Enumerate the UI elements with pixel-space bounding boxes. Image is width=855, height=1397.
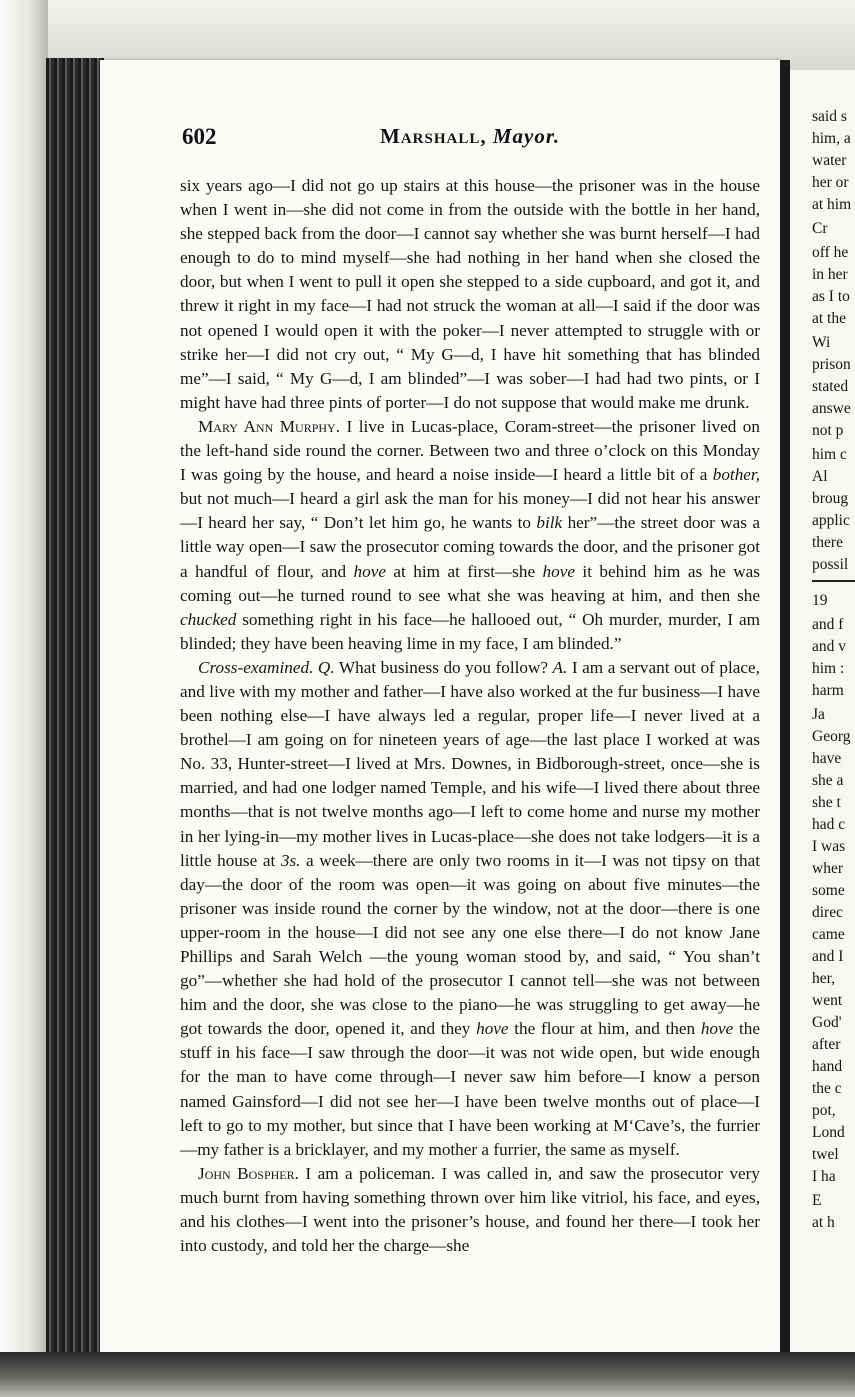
cross-examined-label: Cross-examined. <box>198 657 314 677</box>
facing-page-line: I ha <box>812 1168 836 1185</box>
facing-page-line: went <box>812 992 843 1009</box>
paragraph-1: six years ago—I did not go up stairs at this house—the prisoner was in the house when I went in—she did not come in from the outside with the bottle in her hand, she stepped back from the door—I cannot say whether she was burnt herself—I had enough to do to mind myself—she had nothing in her hand when she closed the door, but when I went to pull it open she stepped to a side cupboard, and got it, and threw it right in my face—I had not struck the woman at all—I said if the door was not opened I would open it with the poker—I never attempted to struggle with or strike her—I did not cry out, “ My G—d, I have hit something that has blinded me”—I said, “ My G—d, I am blinded”—I was sober—I had had two pints, or I might have had three pints of porter—I do not suppose that would make me drunk. <box>180 176 760 412</box>
facing-page-line: direc <box>812 904 843 921</box>
facing-page-line: some <box>812 882 845 899</box>
facing-page-line: twel <box>812 1146 839 1163</box>
facing-page-line: not p <box>812 422 844 439</box>
facing-page-line: came <box>812 926 845 943</box>
facing-page-line: hand <box>812 1058 843 1075</box>
facing-page-line: said s <box>812 108 847 125</box>
facing-page-fragment <box>790 70 855 1360</box>
facing-page-line: her or <box>812 174 849 191</box>
page-number: 602 <box>182 124 217 149</box>
facing-page-line: broug <box>812 490 849 507</box>
facing-page-line: applic <box>812 512 850 529</box>
facing-page-line: Lond <box>812 1124 845 1141</box>
facing-page-line: him c <box>812 446 847 463</box>
facing-page-line: in her <box>812 266 848 283</box>
facing-page-line: Al <box>812 468 828 485</box>
book-spine <box>46 58 104 1358</box>
facing-page-line: Ja <box>812 706 825 723</box>
paragraph-4: John Bospher. I am a policeman. I was called in, and saw the prosecutor very much burnt from having something thrown over him like vitriol, his face, and eyes, and his clothes—I went into the prisoner’s house, and found her there—I took her into custody, and told her the charge—she <box>180 1163 760 1256</box>
facing-page-line: Cr <box>812 220 828 237</box>
facing-page-line: harm <box>812 682 844 699</box>
facing-page-line: had c <box>812 816 846 833</box>
facing-page-line: have <box>812 750 842 767</box>
facing-page-line: at him <box>812 196 852 213</box>
scan-bottom-edge <box>0 1352 855 1397</box>
facing-page-line: she t <box>812 794 841 811</box>
facing-page-line: God' <box>812 1014 842 1031</box>
page-header <box>182 124 762 158</box>
facing-page-line: and I <box>812 948 844 965</box>
scan-left-margin <box>0 0 48 1397</box>
running-head-title: Mayor. <box>492 124 561 148</box>
facing-page-line: I was <box>812 838 846 855</box>
facing-page-line: him : <box>812 660 845 677</box>
facing-page-line: E <box>812 1192 822 1209</box>
running-head <box>380 124 560 149</box>
facing-page-line: wher <box>812 860 843 877</box>
facing-page-line: at h <box>812 1214 835 1231</box>
body-text <box>180 174 760 1258</box>
facing-page-line: possil <box>812 556 849 573</box>
facing-page-line: as I to <box>812 288 850 305</box>
facing-page-line: and v <box>812 638 847 655</box>
facing-page-line: there <box>812 534 843 551</box>
facing-page-line: and f <box>812 616 844 633</box>
facing-page-line: answe <box>812 400 851 417</box>
facing-page-line: she a <box>812 772 844 789</box>
facing-page-line: Wi <box>812 334 831 351</box>
facing-page-line: water <box>812 152 847 169</box>
facing-page-line: prison <box>812 356 851 373</box>
page-gutter <box>780 60 790 1360</box>
facing-page-line: after <box>812 1036 841 1053</box>
facing-page-rule <box>812 580 855 582</box>
facing-page-line: the c <box>812 1080 842 1097</box>
paragraph-3: Cross-examined. Q. What business do you follow? A. I am a servant out of place, and live with my mother and father—I have also worked at the fur business—I have been nothing else—I have always led a regular, proper life—I never lived at a brothel—I am going on for nineteen years of age—the last place I worked at was No. 33, Hunter-street—I lived at Mrs. Downes, in Bidborough-street, once—she is married, and had one lodger named Temple, and his wife—I lived there about three months—that is not twelve months ago—I left to come home and nurse my mother in her lying-in—my mother lives in Lucas-place—she does not take lodgers—it is a little house at 3s. a week—there are only two rooms in it—I was not tipsy on that day—the door of the room was open—it was going on about five minutes—the prisoner was inside round the corner by the window, not at the door—there is one upper-room in the house—I did not see any one else there—I do not know Jane Phillips and Sarah Welch —the young woman stood by, and said, “ You shan’t go”—whether she had hold of the prosecutor I cannot tell—she was not between him and the door, she was close to the piano—he was struggling to get away—he got towards the door, opened it, and they hove the flour at him, and then hove the stuff in his face—I saw through the door—it was not wide open, but wide enough for the man to have come through—I never saw him before—I know a person named Gainsford—I did not see her—I have been twelve months out of place—I left to go to my mother, but since that I have been working at M‘Cave’s, the furrier—my father is a bricklayer, and my mother a furrier, the same as myself. <box>180 657 760 1159</box>
facing-page-line: stated <box>812 378 849 395</box>
facing-page-line: at the <box>812 310 846 327</box>
facing-page-line: her, <box>812 970 836 987</box>
speaker-name: Mary Ann Murphy. <box>198 416 341 436</box>
running-head-name: Marshall, <box>380 124 487 148</box>
paragraph-2: Mary Ann Murphy. I live in Lucas-place, Coram-street—the prisoner lived on the left-hand side round the corner. Between two and three o’clock on this Monday I was going by the house, and heard a noise inside—I heard a little bit of a bother, but not much—I heard a girl ask the man for his money—I did not hear his answer—I heard her say, “ Don’t let him go, he wants to bilk her”—the street door was a little way open—I saw the prosecutor coming towards the door, and the prisoner got a handful of flour, and hove at him at first—she hove it behind him as he was coming out—he turned round to see what she was heaving at him, and then she chucked something right in his face—he hallooed out, “ Oh murder, murder, I am blinded; they have been heaving lime in my face, I am blinded.” <box>180 416 761 653</box>
facing-page-line: 19 <box>812 592 828 609</box>
speaker-name: John Bospher. <box>198 1163 299 1183</box>
facing-page-line: pot, <box>812 1102 836 1119</box>
facing-page-line: off he <box>812 244 849 261</box>
facing-page-line: him, a <box>812 130 851 147</box>
facing-page-line: Georg <box>812 728 851 745</box>
